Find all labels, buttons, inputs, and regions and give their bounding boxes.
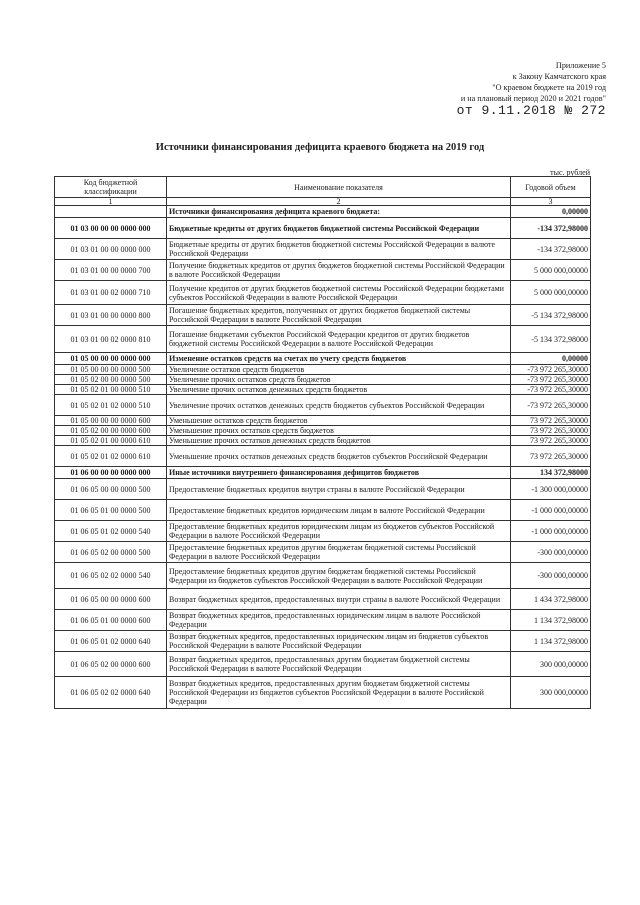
row-value: 5 000 000,00000 — [511, 281, 591, 305]
table-row — [55, 281, 591, 305]
row-code: 01 06 05 01 02 0000 640 — [55, 631, 167, 652]
row-name: Предоставление бюджетных кредитов юридическим лицам в валюте Российской Федерации — [167, 500, 511, 521]
row-value: -73 972 265,30000 — [511, 395, 591, 416]
row-value: 300 000,00000 — [511, 652, 591, 677]
row-code: 01 05 02 01 00 0000 510 — [55, 385, 167, 395]
row-name: Бюджетные кредиты от других бюджетов бюджетной системы Российской Федерации в валюте Российской Федерации — [167, 239, 511, 260]
row-name: Уменьшение прочих остатков денежных средств бюджетов — [167, 436, 511, 446]
row-code: 01 06 05 02 02 0000 640 — [55, 677, 167, 709]
appendix-line: "О краевом бюджете на 2019 год — [492, 83, 606, 92]
row-code: 01 05 02 01 02 0000 610 — [55, 446, 167, 467]
row-name: Возврат бюджетных кредитов, предоставленных юридическим лицам из бюджетов субъектов Российской Федерации в валюте Российской Федерации — [167, 631, 511, 652]
row-name: Получение бюджетных кредитов от других бюджетов бюджетной системы Российской Федерации в валюте Российской Федерации — [167, 260, 511, 281]
column-numbers-row — [55, 198, 591, 206]
row-code: 01 06 05 01 00 0000 600 — [55, 610, 167, 631]
row-code: 01 03 01 00 02 0000 710 — [55, 281, 167, 305]
row-code: 01 03 01 00 00 0000 000 — [55, 239, 167, 260]
table-row — [55, 416, 591, 426]
row-value: 0,00000 — [511, 206, 591, 218]
row-value: -73 972 265,30000 — [511, 375, 591, 385]
row-name: Возврат бюджетных кредитов, предоставленных другим бюджетам бюджетной системы Российской Федерации из бюджетов субъектов Российской Федерации в валюте Российской Федерации — [167, 677, 511, 709]
row-code: 01 03 01 00 02 0000 810 — [55, 326, 167, 353]
table-row — [55, 326, 591, 353]
row-code: 01 05 00 00 00 0000 000 — [55, 353, 167, 365]
appendix-line: к Закону Камчатского края — [512, 72, 606, 81]
header-value: Годовой объем — [511, 177, 591, 198]
row-value: 73 972 265,30000 — [511, 436, 591, 446]
row-name: Предоставление бюджетных кредитов другим бюджетам бюджетной системы Российской Федерации из бюджетов субъектов Российской Федерации в валюте Российской Федерации — [167, 563, 511, 589]
row-code: 01 06 05 00 00 0000 600 — [55, 589, 167, 610]
row-value: 5 000 000,00000 — [511, 260, 591, 281]
table-row — [55, 353, 591, 365]
table-row — [55, 385, 591, 395]
row-name: Уменьшение прочих остатков денежных средств бюджетов субъектов Российской Федерации — [167, 446, 511, 467]
row-value: 0,00000 — [511, 353, 591, 365]
table-row — [55, 542, 591, 563]
row-name: Возврат бюджетных кредитов, предоставленных другим бюджетам бюджетной системы Российской Федерации в валюте Российской Федерации — [167, 652, 511, 677]
table-row — [55, 677, 591, 709]
row-value: -300 000,00000 — [511, 542, 591, 563]
row-code: 01 05 02 01 02 0000 510 — [55, 395, 167, 416]
row-code: 01 06 05 00 00 0000 500 — [55, 479, 167, 500]
row-value: -5 134 372,98000 — [511, 305, 591, 326]
table-row — [55, 395, 591, 416]
row-code: 01 03 01 00 00 0000 800 — [55, 305, 167, 326]
sources-table — [54, 176, 591, 709]
row-name: Погашение бюджетами субъектов Российской Федерации кредитов от других бюджетов бюджетной системы Российской Федерации в валюте Российской Федерации — [167, 326, 511, 353]
row-name: Увеличение прочих остатков денежных средств бюджетов субъектов Российской Федерации — [167, 395, 511, 416]
row-name: Погашение бюджетных кредитов, полученных от других бюджетов бюджетной системы Российской Федерации в валюте Российской Федерации — [167, 305, 511, 326]
row-code: 01 06 05 01 00 0000 500 — [55, 500, 167, 521]
appendix-line: Приложение 5 — [555, 61, 606, 70]
table-row — [55, 375, 591, 385]
row-code: 01 05 00 00 00 0000 500 — [55, 365, 167, 375]
table-row — [55, 218, 591, 239]
row-value: 1 434 372,98000 — [511, 589, 591, 610]
row-name: Возврат бюджетных кредитов, предоставленных юридическим лицам в валюте Российской Федерации — [167, 610, 511, 631]
table-row — [55, 436, 591, 446]
col-number: 1 — [55, 198, 167, 206]
table-row — [55, 260, 591, 281]
row-value: 73 972 265,30000 — [511, 446, 591, 467]
row-value: -134 372,98000 — [511, 239, 591, 260]
row-value: 300 000,00000 — [511, 677, 591, 709]
table-row — [55, 631, 591, 652]
row-name: Получение кредитов от других бюджетов бюджетной системы Российской Федерации бюджетами субъектов Российской Федерации в валюте Российской Федерации — [167, 281, 511, 305]
row-name: Возврат бюджетных кредитов, предоставленных внутри страны в валюте Российской Федерации — [167, 589, 511, 610]
row-name: Источники финансирования дефицита краевого бюджета: — [167, 206, 511, 218]
row-name: Предоставление бюджетных кредитов юридическим лицам из бюджетов субъектов Российской Федерации в валюте Российской Федерации — [167, 521, 511, 542]
row-code: 01 05 02 01 00 0000 610 — [55, 436, 167, 446]
row-value: 73 972 265,30000 — [511, 416, 591, 426]
table-row — [55, 500, 591, 521]
row-code: 01 06 05 02 00 0000 500 — [55, 542, 167, 563]
header-code: Код бюджетной классификации — [55, 177, 167, 198]
row-name: Уменьшение остатков средств бюджетов — [167, 416, 511, 426]
header-name: Наименование показателя — [167, 177, 511, 198]
table-row — [55, 365, 591, 375]
row-value: -1 300 000,00000 — [511, 479, 591, 500]
table-row — [55, 610, 591, 631]
col-number: 3 — [511, 198, 591, 206]
row-name: Иные источники внутреннего финансирования дефицитов бюджетов — [167, 467, 511, 479]
row-name: Предоставление бюджетных кредитов другим бюджетам бюджетной системы Российской Федерации в валюте Российской Федерации — [167, 542, 511, 563]
appendix-line: и на плановый период 2020 и 2021 годов" — [460, 94, 606, 103]
col-number: 2 — [167, 198, 511, 206]
row-code — [55, 206, 167, 218]
row-code: 01 06 05 02 02 0000 540 — [55, 563, 167, 589]
row-code: 01 06 00 00 00 0000 000 — [55, 467, 167, 479]
row-code: 01 03 01 00 00 0000 700 — [55, 260, 167, 281]
table-row — [55, 467, 591, 479]
table-row — [55, 479, 591, 500]
table-row — [55, 521, 591, 542]
row-code: 01 06 05 02 00 0000 600 — [55, 652, 167, 677]
row-value: 1 134 372,98000 — [511, 631, 591, 652]
row-name: Увеличение прочих остатков денежных средств бюджетов — [167, 385, 511, 395]
units-label: тыс. рублей — [550, 168, 590, 177]
row-code: 01 06 05 01 02 0000 540 — [55, 521, 167, 542]
row-code: 01 05 02 00 00 0000 500 — [55, 375, 167, 385]
row-code: 01 05 02 00 00 0000 600 — [55, 426, 167, 436]
row-name: Увеличение остатков средств бюджетов — [167, 365, 511, 375]
table-row — [55, 652, 591, 677]
table-row — [55, 589, 591, 610]
row-code: 01 05 00 00 00 0000 600 — [55, 416, 167, 426]
row-name: Предоставление бюджетных кредитов внутри страны в валюте Российской Федерации — [167, 479, 511, 500]
row-code: 01 03 00 00 00 0000 000 — [55, 218, 167, 239]
table-row — [55, 239, 591, 260]
table-row — [55, 426, 591, 436]
row-name: Уменьшение прочих остатков средств бюджетов — [167, 426, 511, 436]
table-row — [55, 563, 591, 589]
row-value: 1 134 372,98000 — [511, 610, 591, 631]
table-row — [55, 206, 591, 218]
row-value: 73 972 265,30000 — [511, 426, 591, 436]
table-header-row — [55, 177, 591, 198]
row-name: Изменение остатков средств на счетах по учету средств бюджетов — [167, 353, 511, 365]
table-row — [55, 446, 591, 467]
row-value: -300 000,00000 — [511, 563, 591, 589]
row-value: -5 134 372,98000 — [511, 326, 591, 353]
row-value: -1 000 000,00000 — [511, 521, 591, 542]
row-value: 134 372,98000 — [511, 467, 591, 479]
row-name: Бюджетные кредиты от других бюджетов бюджетной системы Российской Федерации — [167, 218, 511, 239]
row-value: -73 972 265,30000 — [511, 385, 591, 395]
document-title: Источники финансирования дефицита краевого бюджета на 2019 год — [155, 142, 485, 153]
law-date-number: от 9.11.2018 № 272 — [456, 103, 606, 118]
row-name: Увеличение прочих остатков средств бюджетов — [167, 375, 511, 385]
row-value: -73 972 265,30000 — [511, 365, 591, 375]
appendix-header — [366, 60, 606, 117]
row-value: -1 000 000,00000 — [511, 500, 591, 521]
row-value: -134 372,98000 — [511, 218, 591, 239]
table-row — [55, 305, 591, 326]
